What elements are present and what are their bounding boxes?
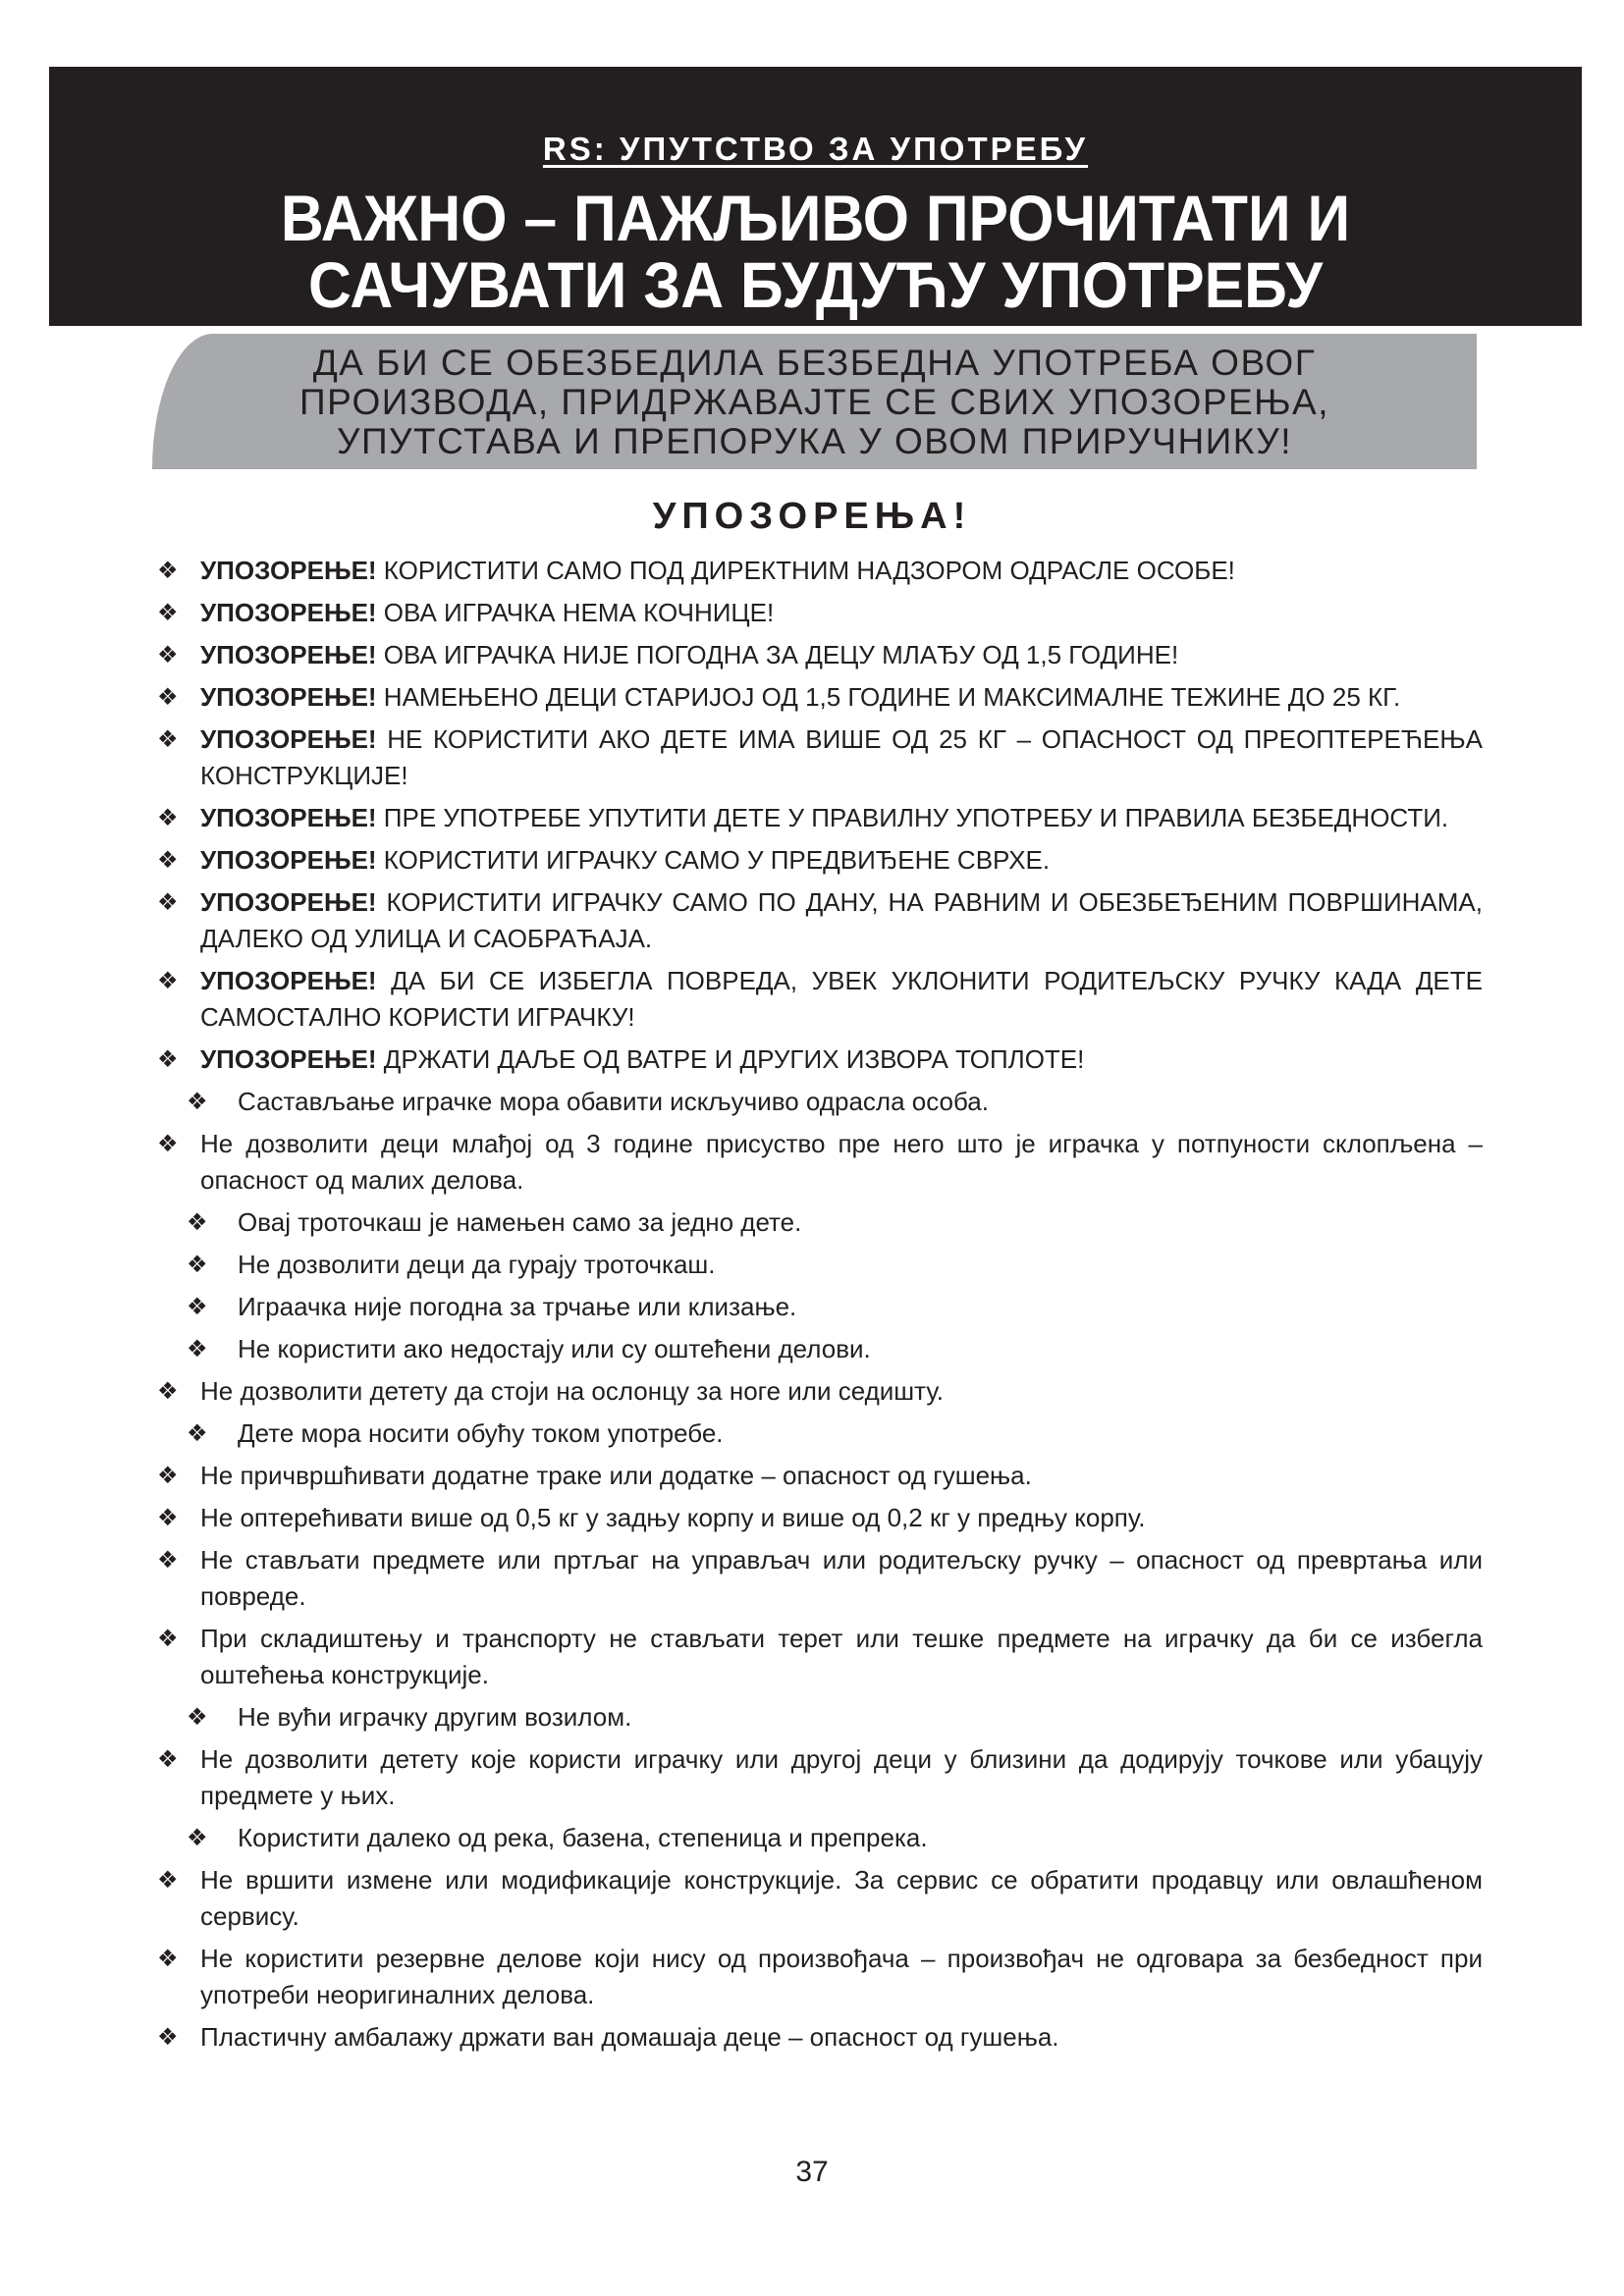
instruction-text: Не оптерећивати више од 0,5 кг у задњу корпу и више од 0,2 кг у предњу корпу. bbox=[200, 1503, 1146, 1532]
instruction-text: Дете мора носити обућу током употребе. bbox=[238, 1418, 724, 1448]
instruction-text: Играачка није погодна за трчање или клизање. bbox=[238, 1292, 797, 1321]
instruction-item bbox=[157, 1941, 1483, 2013]
warning-text: НАМЕЊЕНО ДЕЦИ СТАРИЈОЈ ОД 1,5 ГОДИНЕ И МАКСИМАЛНЕ ТЕЖИНЕ ДО 25 КГ. bbox=[376, 682, 1401, 712]
diamond-bullet-icon: ❖ bbox=[187, 1089, 208, 1115]
warning-item bbox=[157, 1041, 1483, 1078]
instruction-item bbox=[157, 1862, 1483, 1935]
instruction-text: Не стављати предмете или пртљаг на управљач или родитељску ручку – опасност од превртања или повреде. bbox=[200, 1545, 1483, 1611]
warning-label: УПОЗОРЕЊЕ! bbox=[200, 887, 377, 917]
diamond-bullet-icon: ❖ bbox=[157, 1463, 179, 1489]
instruction-text: Пластичну амбалажу држати ван домашаја деце – опасност од гушења. bbox=[200, 2022, 1059, 2052]
warning-text: КОРИСТИТИ ИГРАЧКУ САМО ПО ДАНУ, НА РАВНИМ И ОБЕЗБЕЂЕНИМ ПОВРШИНАМА, ДАЛЕКО ОД УЛИЦА И САОБРАЋАЈА. bbox=[200, 887, 1483, 953]
diamond-bullet-icon: ❖ bbox=[157, 1946, 179, 1972]
warning-item bbox=[157, 842, 1483, 879]
diamond-bullet-icon: ❖ bbox=[157, 805, 179, 831]
warning-text: ОВА ИГРАЧКА НИЈЕ ПОГОДНА ЗА ДЕЦУ МЛАЂУ ОД 1,5 ГОДИНЕ! bbox=[376, 640, 1179, 669]
diamond-bullet-icon: ❖ bbox=[187, 1336, 208, 1362]
diamond-bullet-icon: ❖ bbox=[157, 968, 179, 994]
warning-label: УПОЗОРЕЊЕ! bbox=[200, 640, 377, 669]
warning-label: УПОЗОРЕЊЕ! bbox=[200, 682, 377, 712]
instruction-item bbox=[157, 1820, 1483, 1856]
instruction-text: Не дозволити деци млађој од 3 године присуство пре него што је играчка у потпуности склопљена – опасност од малих делова. bbox=[200, 1129, 1483, 1195]
warning-text: ПРЕ УПОТРЕБЕ УПУТИТИ ДЕТЕ У ПРАВИЛНУ УПОТРЕБУ И ПРАВИЛА БЕЗБЕДНОСТИ. bbox=[376, 803, 1449, 832]
diamond-bullet-icon: ❖ bbox=[157, 847, 179, 874]
warning-text: ОВА ИГРАЧКА НЕМА КОЧНИЦЕ! bbox=[376, 598, 775, 627]
instruction-text: Састављање играчке мора обавити искључиво одрасла особа. bbox=[238, 1087, 989, 1116]
instruction-text: Користити далеко од река, базена, степеница и препрека. bbox=[238, 1823, 928, 1852]
warning-item bbox=[157, 595, 1483, 631]
manual-subtitle: RS: УПУТСТВО ЗА УПОТРЕБУ bbox=[542, 131, 1089, 167]
instruction-item bbox=[157, 1500, 1483, 1536]
diamond-bullet-icon: ❖ bbox=[157, 642, 179, 668]
notice-line-3: УПУТСТАВА И ПРЕПОРУКА У ОВОМ ПРИРУЧНИКУ! bbox=[336, 421, 1293, 461]
instruction-item bbox=[157, 1289, 1483, 1325]
warning-text: ДРЖАТИ ДАЉЕ ОД ВАТРЕ И ДРУГИХ ИЗВОРА ТОПЛОТЕ! bbox=[376, 1044, 1085, 1074]
diamond-bullet-icon: ❖ bbox=[157, 1378, 179, 1405]
instruction-text: Не причвршћивати додатне траке или додатке – опасност од гушења. bbox=[200, 1461, 1032, 1490]
diamond-bullet-icon: ❖ bbox=[157, 1131, 179, 1157]
warning-item bbox=[157, 637, 1483, 673]
warning-label: УПОЗОРЕЊЕ! bbox=[200, 803, 377, 832]
page-title bbox=[110, 182, 1520, 321]
instruction-item bbox=[157, 1084, 1483, 1120]
instruction-item bbox=[157, 1204, 1483, 1241]
notice-line-1: ДА БИ СЕ ОБЕЗБЕДИЛА БЕЗБЕДНА УПОТРЕБА ОВОГ bbox=[312, 343, 1317, 383]
instruction-text: Не користити ако недостају или су оштећени делови. bbox=[238, 1334, 871, 1363]
instruction-text: Не дозволити деци да гурају троточкаш. bbox=[238, 1250, 716, 1279]
warning-label: УПОЗОРЕЊЕ! bbox=[200, 966, 377, 995]
warning-label: УПОЗОРЕЊЕ! bbox=[200, 724, 377, 754]
diamond-bullet-icon: ❖ bbox=[157, 1626, 179, 1652]
safety-notice-text bbox=[152, 344, 1477, 461]
warning-label: УПОЗОРЕЊЕ! bbox=[200, 598, 377, 627]
diamond-bullet-icon: ❖ bbox=[187, 1252, 208, 1278]
instruction-item bbox=[157, 1542, 1483, 1615]
instruction-item bbox=[157, 1699, 1483, 1735]
instruction-item bbox=[157, 1741, 1483, 1814]
page-number: 37 bbox=[795, 2156, 829, 2188]
diamond-bullet-icon: ❖ bbox=[187, 1420, 208, 1447]
title-line-2: САЧУВАТИ ЗА БУДУЋУ УПОТРЕБУ bbox=[307, 248, 1324, 321]
warning-item bbox=[157, 800, 1483, 836]
instruction-item bbox=[157, 2019, 1483, 2056]
instruction-text: Не дозволити детету које користи играчку или другој деци у близини да додирују точкове или убацују предмете у њих. bbox=[200, 1744, 1483, 1810]
warning-label: УПОЗОРЕЊЕ! bbox=[200, 556, 377, 585]
header-banner bbox=[49, 67, 1582, 326]
diamond-bullet-icon: ❖ bbox=[187, 1825, 208, 1851]
warning-item bbox=[157, 553, 1483, 589]
instruction-text: Овај троточкаш је намењен само за једно дете. bbox=[238, 1207, 802, 1237]
instruction-text: Не вући играчку другим возилом. bbox=[238, 1702, 632, 1732]
warning-label: УПОЗОРЕЊЕ! bbox=[200, 1044, 377, 1074]
instruction-item bbox=[157, 1415, 1483, 1452]
instruction-item bbox=[157, 1458, 1483, 1494]
warning-text: КОРИСТИТИ САМО ПОД ДИРЕКТНИМ НАДЗОРОМ ОДРАСЛЕ ОСОБЕ! bbox=[376, 556, 1235, 585]
warnings-heading: УПОЗОРЕЊА! bbox=[652, 496, 972, 537]
warning-item bbox=[157, 721, 1483, 794]
diamond-bullet-icon: ❖ bbox=[157, 1505, 179, 1531]
diamond-bullet-icon: ❖ bbox=[187, 1209, 208, 1236]
diamond-bullet-icon: ❖ bbox=[157, 1867, 179, 1894]
notice-line-2: ПРОИЗВОДА, ПРИДРЖАВАЈТЕ СЕ СВИХ УПОЗОРЕЊА, bbox=[298, 382, 1330, 422]
instruction-text: Не дозволити детету да стоји на ослонцу за ноге или седишту. bbox=[200, 1376, 944, 1406]
diamond-bullet-icon: ❖ bbox=[157, 1547, 179, 1574]
instruction-item bbox=[157, 1331, 1483, 1367]
warnings-list bbox=[157, 553, 1483, 2061]
diamond-bullet-icon: ❖ bbox=[157, 1046, 179, 1073]
warning-item bbox=[157, 884, 1483, 957]
instruction-item bbox=[157, 1373, 1483, 1410]
warning-label: УПОЗОРЕЊЕ! bbox=[200, 845, 377, 875]
diamond-bullet-icon: ❖ bbox=[157, 558, 179, 584]
diamond-bullet-icon: ❖ bbox=[157, 1746, 179, 1773]
instruction-text: Не вршити измене или модификације конструкције. За сервис се обратити продавцу или овлашћеном сервису. bbox=[200, 1865, 1483, 1931]
instruction-item bbox=[157, 1621, 1483, 1693]
safety-notice-band bbox=[152, 334, 1477, 469]
instruction-text: При складиштењу и транспорту не стављати терет или тешке предмете на играчку да би се избегла оштећења конструкције. bbox=[200, 1624, 1483, 1689]
diamond-bullet-icon: ❖ bbox=[157, 2024, 179, 2051]
diamond-bullet-icon: ❖ bbox=[157, 889, 179, 916]
warning-text: КОРИСТИТИ ИГРАЧКУ САМО У ПРЕДВИЂЕНЕ СВРХЕ. bbox=[376, 845, 1051, 875]
warning-item bbox=[157, 679, 1483, 716]
diamond-bullet-icon: ❖ bbox=[187, 1294, 208, 1320]
instruction-item bbox=[157, 1126, 1483, 1199]
warning-item bbox=[157, 963, 1483, 1036]
warning-text: ДА БИ СЕ ИЗБЕГЛА ПОВРЕДА, УВЕК УКЛОНИТИ РОДИТЕЉСКУ РУЧКУ КАДА ДЕТЕ САМОСТАЛНО КОРИСТИ ИГРАЧКУ! bbox=[200, 966, 1483, 1032]
diamond-bullet-icon: ❖ bbox=[157, 684, 179, 711]
warning-text: НЕ КОРИСТИТИ АКО ДЕТЕ ИМА ВИШЕ ОД 25 КГ – ОПАСНОСТ ОД ПРЕОПТЕРЕЋЕЊА КОНСТРУКЦИЈЕ! bbox=[200, 724, 1483, 790]
instruction-text: Не користити резервне делове који нису од произвођача – произвођач не одговара за безбедност при употреби неоригиналних делова. bbox=[200, 1944, 1483, 2009]
diamond-bullet-icon: ❖ bbox=[157, 726, 179, 753]
instruction-item bbox=[157, 1247, 1483, 1283]
diamond-bullet-icon: ❖ bbox=[187, 1704, 208, 1731]
diamond-bullet-icon: ❖ bbox=[157, 600, 179, 626]
title-line-1: ВАЖНО – ПАЖЉИВО ПРОЧИТАТИ И bbox=[280, 182, 1351, 254]
